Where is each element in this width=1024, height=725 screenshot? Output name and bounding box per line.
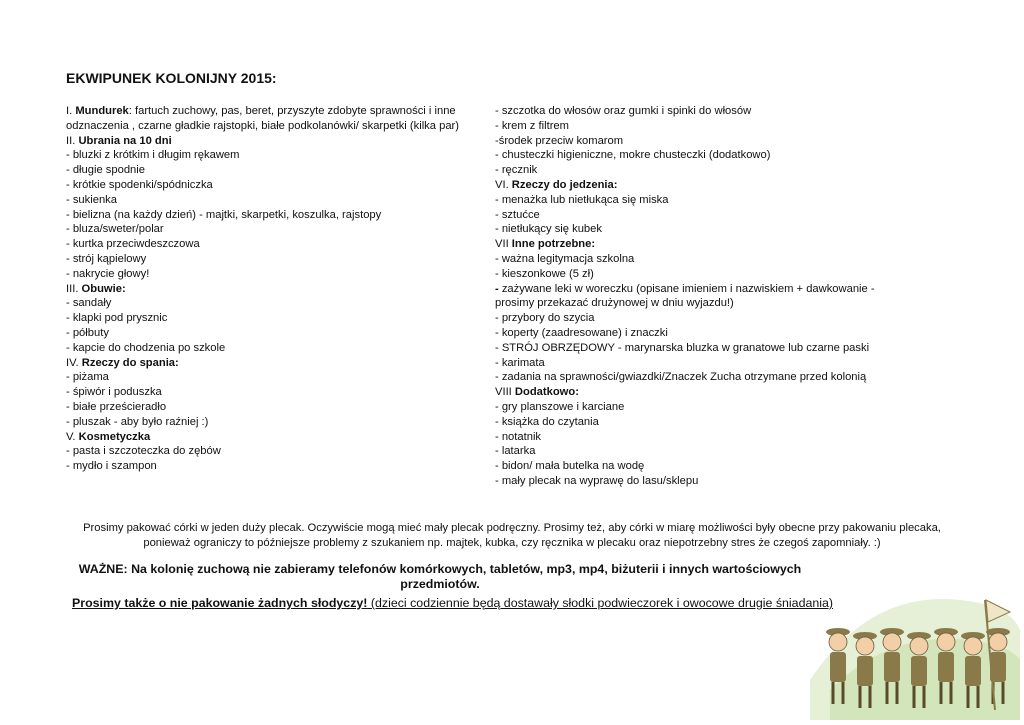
list-item [495, 252, 915, 267]
list-item-text: - bluzki z krótkim i długim rękawem [66, 149, 240, 162]
equipment-list-right [495, 104, 915, 489]
list-item [66, 282, 486, 297]
list-item [495, 400, 915, 415]
list-item [66, 311, 486, 326]
list-item-text: - karimata [495, 356, 545, 369]
list-item-text: - krem z filtrem [495, 119, 569, 132]
list-item-text: - zadania na sprawności/gwiazdki/Znaczek Zucha otrzymane przed kolonią [495, 371, 867, 384]
list-item-text: V. [66, 430, 79, 443]
warning-line: przedmiotów. [400, 577, 480, 591]
list-item-text: - przybory do szycia [495, 312, 595, 325]
list-item [495, 444, 915, 459]
list-item-text: - długie spodnie [66, 164, 145, 177]
list-item-bold: Inne potrzebne: [511, 238, 596, 251]
sweets-notice-rest: (dzieci codziennie będą dostawały słodki podwieczorek i owocowe drugie śniadania) [367, 596, 834, 610]
list-item-text: odznaczenia , czarne gładkie rajstopki, białe podkolanówki/ skarpetki (kilka par) [66, 119, 460, 132]
list-item-text: II. [66, 134, 79, 147]
list-item-text: III. [66, 282, 82, 295]
list-item [495, 148, 915, 163]
list-item [495, 134, 915, 149]
list-item-bold: Kosmetyczka [78, 430, 151, 443]
list-item-text: VI. [495, 178, 512, 191]
list-item [66, 104, 486, 119]
list-item-text: - mały plecak na wyprawę do lasu/sklepu [495, 474, 699, 487]
list-item [495, 459, 915, 474]
list-item [66, 296, 486, 311]
list-item [66, 400, 486, 415]
list-item-text: - ręcznik [495, 164, 538, 177]
list-item-bold: Ubrania na 10 dni [78, 134, 172, 147]
list-item [495, 163, 915, 178]
list-item [66, 208, 486, 223]
list-item-text: - kapcie do chodzenia po szkole [66, 341, 226, 354]
list-item-text: - koperty (zaadresowane) i znaczki [495, 326, 668, 339]
list-item [495, 178, 915, 193]
list-item [495, 311, 915, 326]
list-item [66, 267, 486, 282]
list-item-bold: - [495, 282, 499, 295]
list-item-text: - sztućce [495, 208, 540, 221]
list-item-text: - gry planszowe i karciane [495, 400, 625, 413]
equipment-list-left [66, 104, 486, 474]
important-warning [60, 562, 820, 592]
list-item-text: - bielizna (na każdy dzień) - majtki, skarpetki, koszulka, rajstopy [66, 208, 382, 221]
list-item-text: VIII [495, 386, 515, 399]
list-item-text: I. [66, 105, 76, 117]
list-item-text: - półbuty [66, 326, 109, 339]
list-item [495, 104, 915, 119]
list-item-text: - nietłukący się kubek [495, 223, 602, 236]
list-item [66, 163, 486, 178]
list-item [495, 370, 915, 385]
list-item [66, 119, 486, 134]
list-item [495, 474, 915, 489]
list-item-bold: Mundurek [75, 105, 129, 117]
page-title: EKWIPUNEK KOLONIJNY 2015: [66, 70, 277, 86]
list-item-text: IV. [66, 356, 82, 369]
list-item [495, 282, 915, 297]
packing-note [40, 521, 984, 551]
list-item-text: prosimy przekazać drużynowej w dniu wyjazdu!) [495, 297, 734, 310]
list-item [495, 385, 915, 400]
list-item [495, 296, 915, 311]
list-item-text: - kurtka przeciwdeszczowa [66, 238, 200, 251]
list-item-text: - latarka [495, 445, 536, 458]
list-item-text: -środek przeciw komarom [495, 134, 624, 147]
list-item-bold: Rzeczy do jedzenia: [511, 178, 618, 191]
list-item-text: - książka do czytania [495, 415, 599, 428]
list-item-bold: Dodatkowo: [514, 386, 579, 399]
list-item [495, 415, 915, 430]
list-item-text: - szczotka do włosów oraz gumki i spinki do włosów [495, 105, 752, 117]
list-item-bold: Obuwie: [81, 282, 126, 295]
list-item [66, 459, 486, 474]
list-item [66, 252, 486, 267]
list-item [66, 326, 486, 341]
list-item [66, 237, 486, 252]
sweets-notice-bold: Prosimy także o nie pakowanie żadnych słodyczy! [72, 596, 368, 610]
list-item-text: - bidon/ mała butelka na wodę [495, 460, 645, 473]
list-item-text: - krótkie spodenki/spódniczka [66, 178, 213, 191]
list-item [66, 193, 486, 208]
list-item-text: - pluszak - aby było raźniej :) [66, 415, 209, 428]
list-item [66, 356, 486, 371]
list-item-text: - sandały [66, 297, 112, 310]
list-item-text: - ważna legitymacja szkolna [495, 252, 635, 265]
list-item [495, 341, 915, 356]
list-item-text: - STRÓJ OBRZĘDOWY - marynarska bluzka w granatowe lub czarne paski [495, 341, 870, 354]
list-item-text: - chusteczki higieniczne, mokre chusteczki (dodatkowo) [495, 149, 771, 162]
list-item-text: - nakrycie głowy! [66, 267, 150, 280]
warning-line: WAŻNE: Na kolonię zuchową nie zabieramy telefonów komórkowych, tabletów, mp3, mp4, biżuterii i innych wartościowych [78, 562, 802, 576]
list-item-text: - pasta i szczoteczka do zębów [66, 445, 221, 458]
list-item-text: - mydło i szampon [66, 460, 157, 473]
list-item [495, 237, 915, 252]
sweets-notice [72, 596, 833, 611]
scouts-group-icon [810, 570, 1020, 720]
packing-note-line: ponieważ ograniczy to późniejsze problemy z szukaniem np. majtek, kubka, czy ręcznika w plecaku oraz niepotrzebny stres że czegoś zapomniały. :) [143, 537, 881, 549]
packing-note-line: Prosimy pakować córki w jeden duży plecak. Oczywiście mogą mieć mały plecak podręczny. Prosimy też, aby córki w miarę możliwości były obecne przy pakowaniu plecaka, [83, 522, 941, 534]
list-item [66, 178, 486, 193]
list-item [66, 415, 486, 430]
list-item [495, 356, 915, 371]
list-item-text: - notatnik [495, 430, 542, 443]
list-item [495, 208, 915, 223]
list-item-text: - strój kąpielowy [66, 252, 147, 265]
list-item-text: - śpiwór i poduszka [66, 386, 162, 399]
list-item-text: - kieszonkowe (5 zł) [495, 267, 594, 280]
list-item-text: - piżama [66, 371, 109, 384]
list-item-text: - klapki pod prysznic [66, 312, 168, 325]
list-item [66, 430, 486, 445]
list-item-bold: Rzeczy do spania: [81, 356, 179, 369]
list-item-text: zażywane leki w woreczku (opisane imieniem i nazwiskiem + dawkowanie - [498, 282, 875, 295]
list-item [495, 430, 915, 445]
list-item-text: - sukienka [66, 193, 117, 206]
list-item-text: - białe prześcieradło [66, 400, 167, 413]
list-item [495, 222, 915, 237]
list-item [495, 193, 915, 208]
list-item [66, 370, 486, 385]
list-item [66, 148, 486, 163]
list-item [66, 444, 486, 459]
list-item [495, 119, 915, 134]
list-item-text: - bluza/sweter/polar [66, 223, 164, 236]
list-item [495, 267, 915, 282]
list-item [495, 326, 915, 341]
list-item [66, 385, 486, 400]
list-item [66, 222, 486, 237]
list-item-text: VII [495, 238, 512, 251]
list-item-text: : fartuch zuchowy, pas, beret, przyszyte zdobyte sprawności i inne [128, 105, 456, 117]
list-item [66, 134, 486, 149]
list-item-text: - menażka lub nietłukąca się miska [495, 193, 669, 206]
list-item [66, 341, 486, 356]
